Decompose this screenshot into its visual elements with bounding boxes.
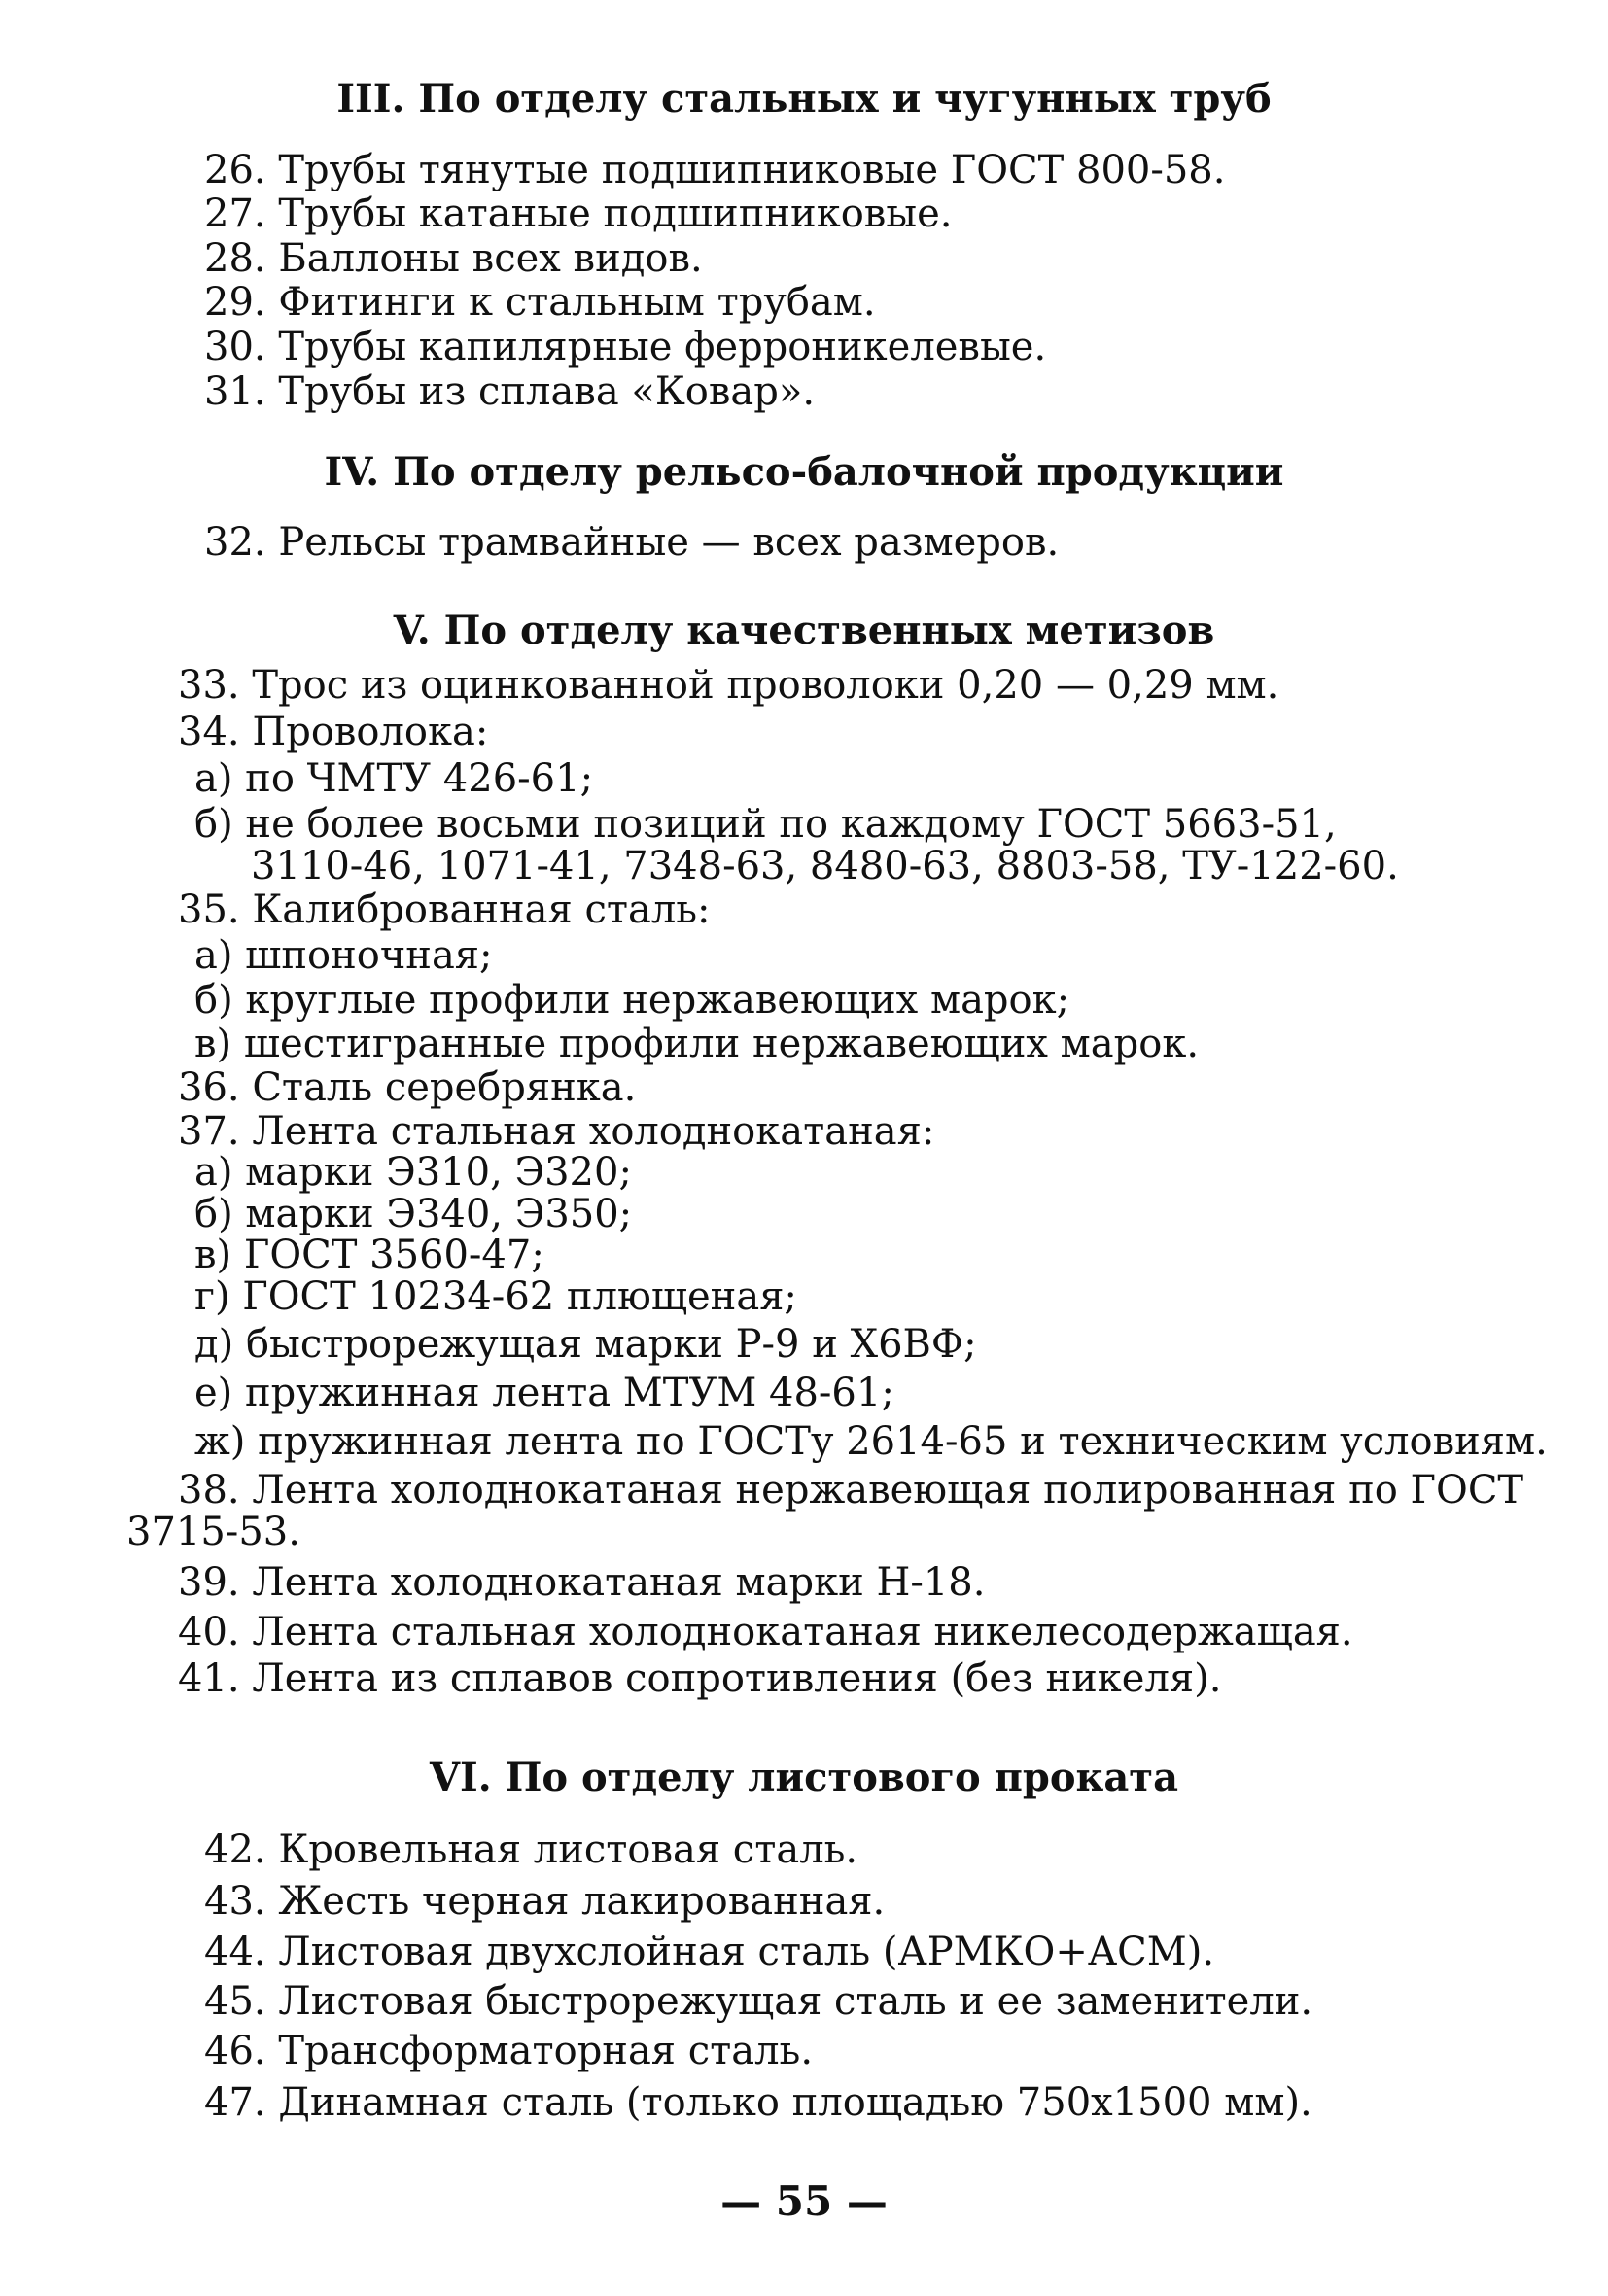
list-item: 27. Трубы катаные подшипниковые.	[204, 191, 953, 236]
page-number: — 55 —	[720, 2177, 888, 2225]
list-item: а) шпоночная;	[194, 933, 493, 978]
list-item: е) пружинная лента МТУМ 48-61;	[194, 1371, 894, 1415]
list-item: в) шестигранные профили нержавеющих марок.	[194, 1022, 1200, 1066]
section-heading-v: V. По отделу качественных метизов	[393, 608, 1215, 653]
list-item: б) не более восьми позиций по каждому ГОСТ 5663-51,	[194, 802, 1337, 847]
list-item: 33. Трос из оцинкованной проволоки 0,20 — 0,29 мм.	[178, 663, 1279, 708]
list-item: 28. Баллоны всех видов.	[204, 236, 703, 281]
list-item: 40. Лента стальная холоднокатаная никелесодержащая.	[178, 1610, 1353, 1654]
section-heading-vi: VI. По отделу листового проката	[430, 1755, 1178, 1800]
list-item: 42. Кровельная листовая сталь.	[204, 1827, 858, 1872]
list-item: 38. Лента холоднокатаная нержавеющая полированная по ГОСТ	[178, 1468, 1524, 1513]
list-item: 47. Динамная сталь (только площадью 750х1500 мм).	[204, 2080, 1312, 2125]
list-item: б) круглые профили нержавеющих марок;	[194, 978, 1070, 1023]
list-item: а) по ЧМТУ 426-61;	[194, 756, 594, 801]
list-item: ж) пружинная лента по ГОСТу 2614-65 и техническим условиям.	[194, 1419, 1548, 1464]
list-item: 30. Трубы капилярные ферроникелевые.	[204, 325, 1047, 369]
list-item: г) ГОСТ 10234-62 плющеная;	[194, 1274, 797, 1319]
list-item: 34. Проволока:	[178, 710, 489, 754]
list-item: 26. Трубы тянутые подшипниковые ГОСТ 800-58.	[204, 148, 1226, 192]
list-item: 3715-53.	[126, 1510, 300, 1554]
list-item: д) быстрорежущая марки Р-9 и Х6ВФ;	[194, 1322, 977, 1367]
list-item: 3110-46, 1071-41, 7348-63, 8480-63, 8803-58, ТУ-122-60.	[251, 844, 1399, 888]
list-item: 31. Трубы из сплава «Ковар».	[204, 369, 816, 414]
list-item: а) марки Э310, Э320;	[194, 1150, 632, 1195]
list-item: 46. Трансформаторная сталь.	[204, 2029, 814, 2073]
list-item: 45. Листовая быстрорежущая сталь и ее заменители.	[204, 1979, 1313, 2024]
list-item: 36. Сталь серебрянка.	[178, 1065, 637, 1110]
list-item: 29. Фитинги к стальным трубам.	[204, 280, 876, 325]
list-item: 32. Рельсы трамвайные — всех размеров.	[204, 520, 1060, 565]
section-heading-iv: IV. По отделу рельсо-балочной продукции	[324, 449, 1284, 495]
list-item: 43. Жесть черная лакированная.	[204, 1879, 886, 1924]
list-item: 37. Лента стальная холоднокатаная:	[178, 1109, 935, 1154]
list-item: 39. Лента холоднокатаная марки Н-18.	[178, 1560, 986, 1605]
list-item: 41. Лента из сплавов сопротивления (без никеля).	[178, 1656, 1222, 1701]
list-item: в) ГОСТ 3560-47;	[194, 1233, 544, 1277]
section-heading-iii: III. По отделу стальных и чугунных труб	[336, 76, 1272, 122]
list-item: б) марки Э340, Э350;	[194, 1192, 633, 1236]
list-item: 35. Калиброванная сталь:	[178, 887, 711, 932]
list-item: 44. Листовая двухслойная сталь (АРМКО+АСМ).	[204, 1930, 1215, 1974]
